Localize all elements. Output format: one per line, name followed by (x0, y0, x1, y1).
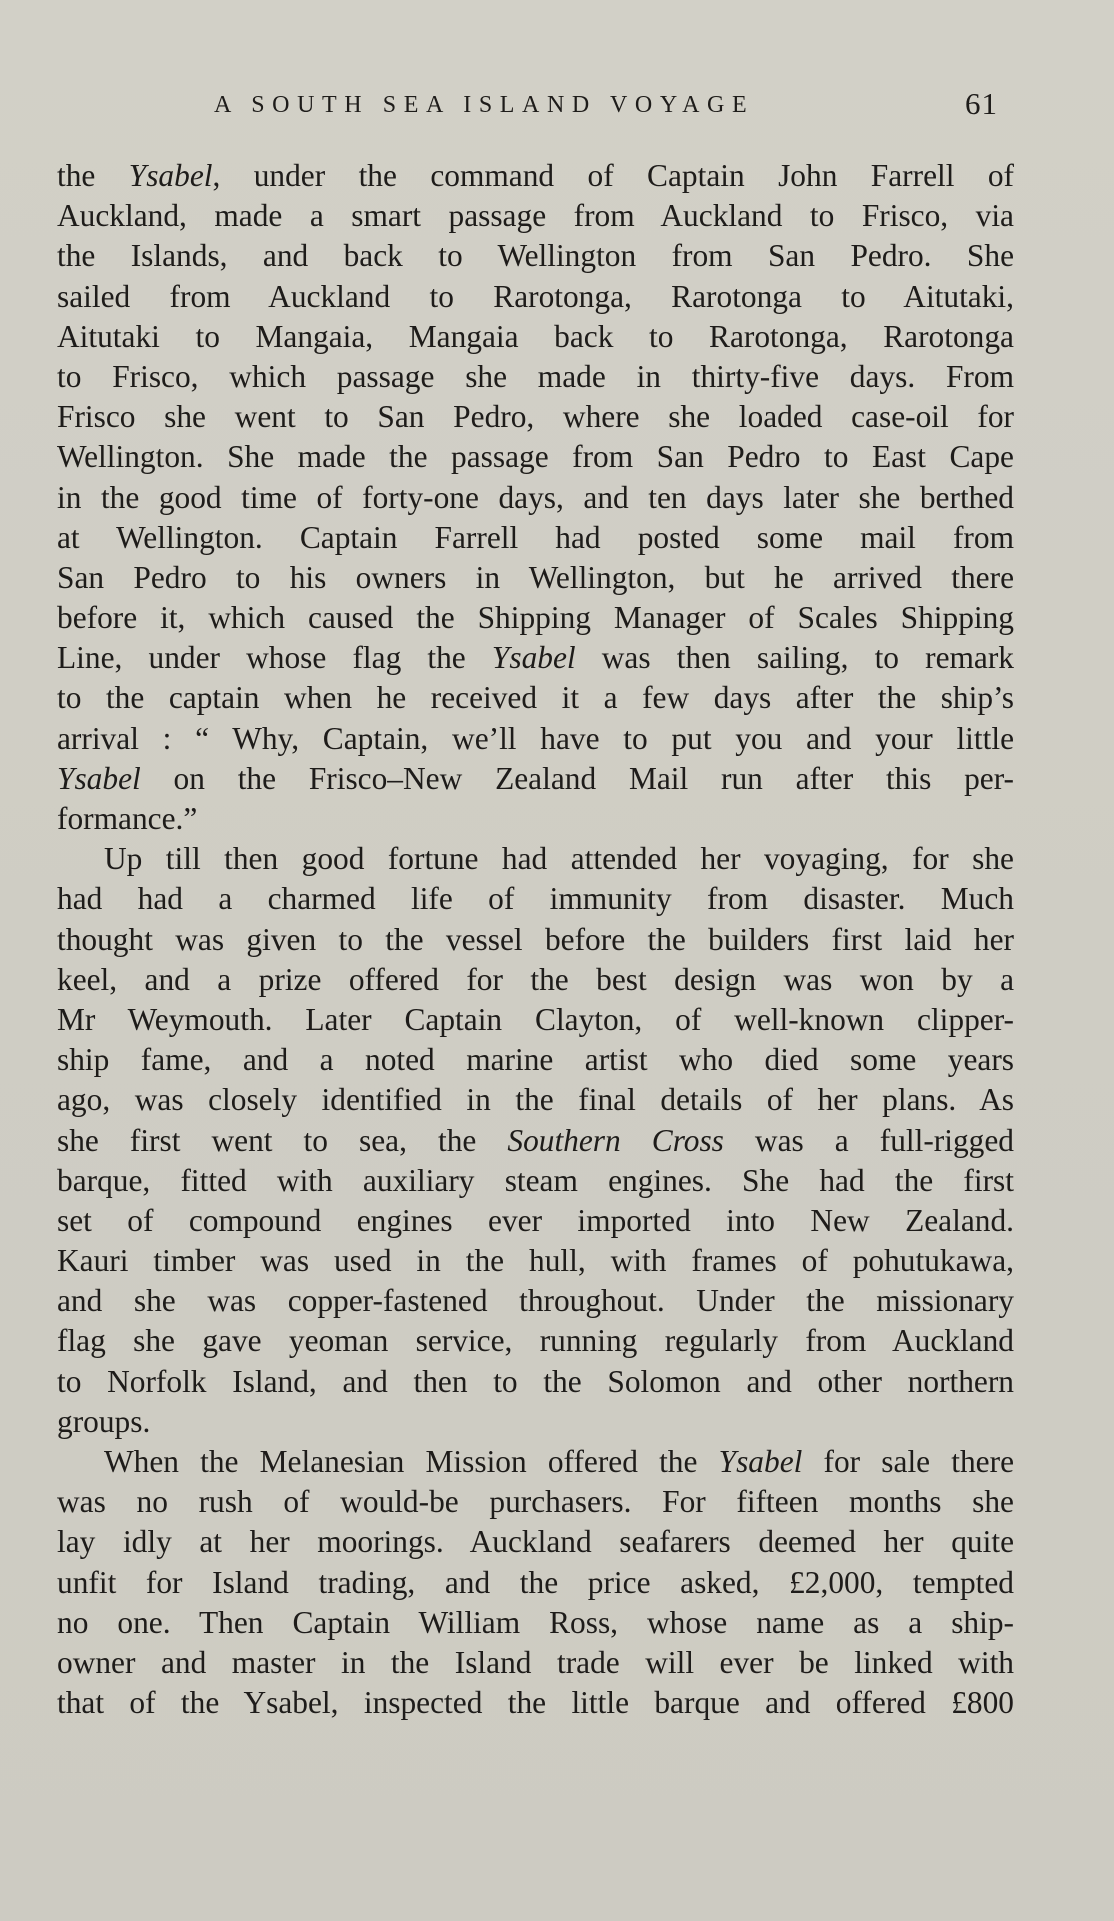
text-line: before it, which caused the Shipping Manager of Scales Shipping (57, 600, 1014, 636)
ship-name: Ysabel (718, 1444, 803, 1479)
text-line: no one. Then Captain William Ross, whose name as a ship- (57, 1604, 1014, 1640)
text-line: San Pedro to his owners in Wellington, but he arrived there (57, 559, 1014, 595)
text-line: keel, and a prize offered for the best design was won by a (57, 961, 1014, 997)
text-line: Up till then good fortune had attended her voyaging, for she (104, 841, 1014, 877)
text-line: the Ysabel, under the command of Captain John Farrell of (57, 158, 1014, 193)
text-line: to Frisco, which passage she made in thirty-five days. From (57, 358, 1014, 394)
text-line: that of the Ysabel, inspected the little barque and offered £800 (57, 1685, 1014, 1721)
text-line: arrival : “ Why, Captain, we’ll have to put you and your little (57, 720, 1014, 756)
page-number: 61 (965, 86, 998, 121)
text-line: barque, fitted with auxiliary steam engines. She had the first (57, 1162, 1014, 1198)
text-line: flag she gave yeoman service, running regularly from Auckland (57, 1323, 1014, 1359)
text-line: ago, was closely identified in the final details of her plans. As (57, 1082, 1014, 1118)
text-line: sailed from Auckland to Rarotonga, Rarotonga to Aitutaki, (57, 278, 1014, 314)
text-line: was no rush of would-be purchasers. For fifteen months she (57, 1484, 1014, 1520)
text-line: Wellington. She made the passage from San Pedro to East Cape (57, 439, 1014, 475)
text-line: thought was given to the vessel before the builders first laid her (57, 921, 1014, 957)
ship-name: Ysabel (128, 158, 213, 193)
text-line: formance.” (57, 801, 198, 836)
text-line: in the good time of forty-one days, and ten days later she berthed (57, 479, 1014, 515)
text-line: owner and master in the Island trade will ever be linked with (57, 1644, 1014, 1680)
ship-name: Ysabel (57, 760, 141, 796)
text-line: to the captain when he received it a few days after the ship’s (57, 680, 1014, 716)
running-title: A SOUTH SEA ISLAND VOYAGE (214, 92, 755, 118)
text-line: to Norfolk Island, and then to the Solomon and other northern (57, 1363, 1014, 1399)
text-line: Frisco she went to San Pedro, where she loaded case-oil for (57, 399, 1014, 435)
text-line: set of compound engines ever imported into New Zealand. (57, 1202, 1014, 1238)
text-line: Ysabel on the Frisco–New Zealand Mail run after this per- (57, 760, 1014, 796)
text-line: Kauri timber was used in the hull, with frames of pohutukawa, (57, 1243, 1014, 1279)
text-line: groups. (57, 1403, 151, 1439)
text-line: she first went to sea, the Southern Cross was a full-rigged (57, 1122, 1014, 1158)
text-line: Mr Weymouth. Later Captain Clayton, of well-known clipper- (57, 1001, 1014, 1037)
text-line: ship fame, and a noted marine artist who died some years (57, 1042, 1014, 1078)
text-line: Aitutaki to Mangaia, Mangaia back to Rarotonga, Rarotonga (57, 318, 1014, 354)
text-line: and she was copper-fastened throughout. Under the missionary (57, 1283, 1014, 1319)
text-line: lay idly at her moorings. Auckland seafarers deemed her quite (57, 1524, 1014, 1560)
text-line: unfit for Island trading, and the price asked, £2,000, tempted (57, 1564, 1014, 1600)
text-line: had had a charmed life of immunity from disaster. Much (57, 881, 1014, 917)
text-line: Auckland, made a smart passage from Auckland to Frisco, via (57, 198, 1014, 234)
running-header (0, 86, 1114, 128)
ship-name: Southern Cross (507, 1122, 724, 1158)
text-line: When the Melanesian Mission offered the Ysabel for sale there (104, 1444, 1015, 1479)
text-line: Line, under whose flag the Ysabel was then sailing, to remark (57, 640, 1014, 676)
ship-name: Ysabel (491, 640, 576, 676)
body-text (57, 156, 1014, 1723)
text-line: at Wellington. Captain Farrell had posted some mail from (57, 519, 1014, 555)
text-line: the Islands, and back to Wellington from San Pedro. She (57, 238, 1014, 274)
